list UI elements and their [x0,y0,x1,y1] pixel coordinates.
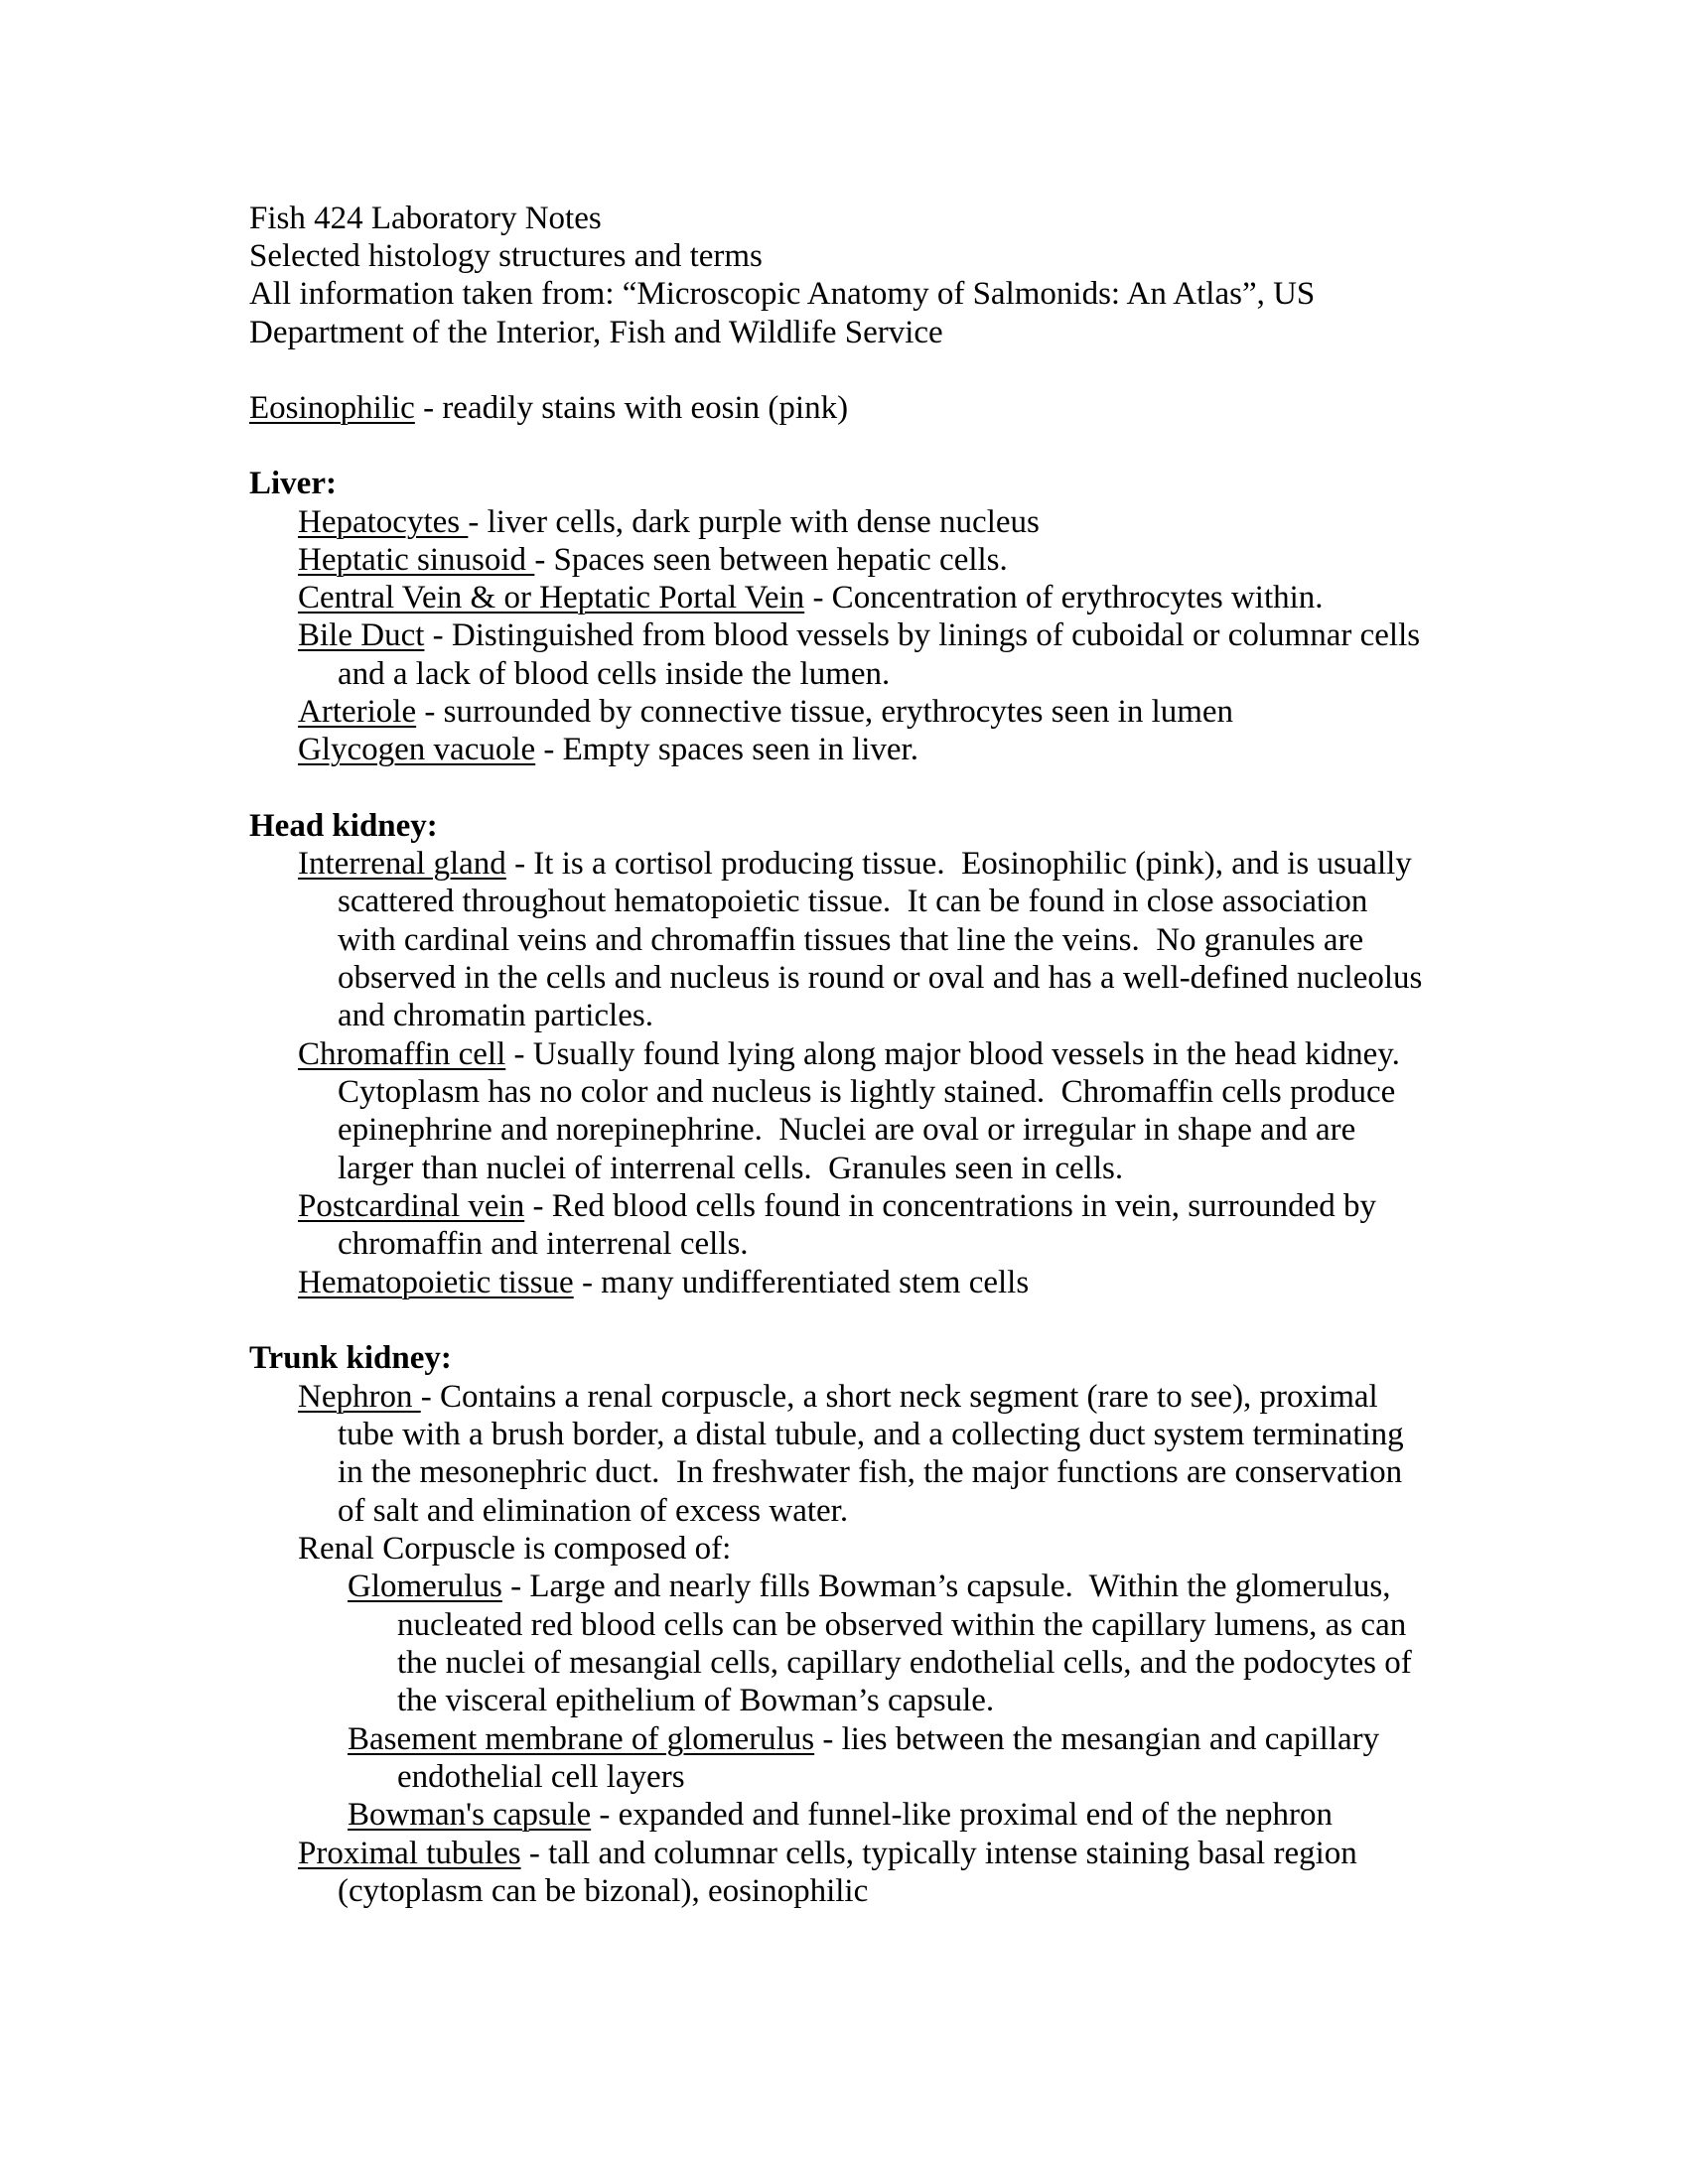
term-glycogen-vacuole: Glycogen vacuole [298,732,536,767]
term-central-vein: Central Vein & or Heptatic Portal Vein [298,580,805,615]
item-description: - Large and nearly fills Bowman’s capsule. Within the glomerulus, [501,1569,1391,1604]
term-basement-membrane: Basement membrane of glomerulus [348,1721,815,1757]
item-continuation: tube with a brush border, a distal tubule, and a collecting duct system terminating [338,1417,1404,1452]
item-continuation: chromaffin and interrenal cells. [338,1226,749,1262]
item-continuation: endothelial cell layers [397,1759,685,1795]
item-description: - many undifferentiated stem cells [573,1265,1030,1300]
liver-item-heptatic-sinusoid [298,541,1008,579]
item-description: - liver cells, dark purple with dense nucleus [468,504,1040,540]
definition-eosinophilic [249,389,848,427]
item-description: - Red blood cells found in concentrations in vein, surrounded by [524,1188,1377,1224]
item-description: - Empty spaces seen in liver. [535,732,918,767]
item-description: - lies between the mesangian and capillary [814,1721,1380,1757]
term-eosinophilic: Eosinophilic [249,390,415,426]
item-description: - surrounded by connective tissue, erythrocytes seen in lumen [416,694,1234,730]
item-continuation: nucleated red blood cells can be observed within the capillary lumens, as can [397,1607,1407,1643]
term-proximal-tubules: Proximal tubules [298,1836,521,1871]
trunk-kidney-item-proximal-tubules [298,1835,1357,1872]
item-continuation: scattered throughout hematopoietic tissue. It can be found in close association [338,884,1368,919]
term-interrenal-gland: Interrenal gland [298,846,506,882]
item-continuation: (cytoplasm can be bizonal), eosinophilic [338,1873,869,1909]
item-description: - Concentration of erythrocytes within. [804,580,1324,615]
head-kidney-item-postcardinal-vein [298,1187,1376,1225]
term-arteriole: Arteriole [298,694,417,730]
item-description: - expanded and funnel-like proximal end of the nephron [591,1797,1333,1833]
term-heptatic-sinusoid: Heptatic sinusoid [298,542,535,578]
liver-item-arteriole [298,693,1233,731]
renal-corpuscle-item-glomerulus [348,1568,1391,1605]
item-description: - Spaces seen between hepatic cells. [534,542,1008,578]
item-continuation: in the mesonephric duct. In freshwater fish, the major functions are conservation [338,1454,1403,1490]
liver-item-hepatocytes [298,503,1040,541]
renal-corpuscle-item-basement-membrane [348,1720,1379,1758]
liver-item-bile-duct-continuation: and a lack of blood cells inside the lumen. [338,656,891,692]
liver-item-central-vein [298,579,1324,616]
renal-corpuscle-intro: Renal Corpuscle is composed of: [298,1531,732,1567]
liver-item-glycogen-vacuole [298,731,918,768]
item-continuation: and chromatin particles. [338,998,653,1033]
section-heading-liver: Liver: [249,466,337,501]
item-continuation: the visceral epithelium of Bowman’s capsule. [397,1683,995,1718]
renal-corpuscle-item-bowmans-capsule [348,1796,1333,1834]
item-description: - tall and columnar cells, typically intense staining basal region [520,1836,1357,1871]
term-hematopoietic-tissue: Hematopoietic tissue [298,1265,574,1300]
head-kidney-item-interrenal-gland [298,845,1412,883]
source-citation-line-2: Department of the Interior, Fish and Wildlife Service [249,315,943,350]
head-kidney-item-hematopoietic-tissue [298,1264,1029,1301]
head-kidney-item-chromaffin-cell [298,1035,1400,1073]
item-description: - Distinguished from blood vessels by linings of cuboidal or columnar cells [424,617,1421,653]
trunk-kidney-item-nephron [298,1378,1378,1416]
document-subtitle: Selected histology structures and terms [249,238,763,274]
item-continuation: epinephrine and norepinephrine. Nuclei are oval or irregular in shape and are [338,1112,1356,1148]
section-heading-trunk-kidney: Trunk kidney: [249,1340,452,1376]
term-glomerulus: Glomerulus [348,1569,502,1604]
term-chromaffin-cell: Chromaffin cell [298,1036,506,1072]
definition-text: - readily stains with eosin (pink) [414,390,849,426]
item-continuation: the nuclei of mesangial cells, capillary endothelial cells, and the podocytes of [397,1645,1412,1681]
item-description: - Contains a renal corpuscle, a short neck segment (rare to see), proximal [420,1379,1378,1415]
item-description: - Usually found lying along major blood vessels in the head kidney. [505,1036,1400,1072]
item-continuation: observed in the cells and nucleus is round or oval and has a well-defined nucleolus [338,960,1423,996]
item-continuation: larger than nuclei of interrenal cells. Granules seen in cells. [338,1151,1124,1186]
item-description: - It is a cortisol producing tissue. Eosinophilic (pink), and is usually [505,846,1412,882]
liver-item-bile-duct [298,616,1420,654]
item-continuation: with cardinal veins and chromaffin tissues that line the veins. No granules are [338,922,1364,958]
term-postcardinal-vein: Postcardinal vein [298,1188,525,1224]
source-citation-line-1: All information taken from: “Microscopic Anatomy of Salmonids: An Atlas”, US [249,276,1316,312]
item-continuation: of salt and elimination of excess water. [338,1493,849,1529]
document-title: Fish 424 Laboratory Notes [249,201,602,236]
term-nephron: Nephron [298,1379,421,1415]
item-continuation: Cytoplasm has no color and nucleus is lightly stained. Chromaffin cells produce [338,1074,1396,1110]
term-hepatocytes: Hepatocytes [298,504,469,540]
section-heading-head-kidney: Head kidney: [249,808,438,844]
term-bowmans-capsule: Bowman's capsule [348,1797,592,1833]
term-bile-duct: Bile Duct [298,617,425,653]
